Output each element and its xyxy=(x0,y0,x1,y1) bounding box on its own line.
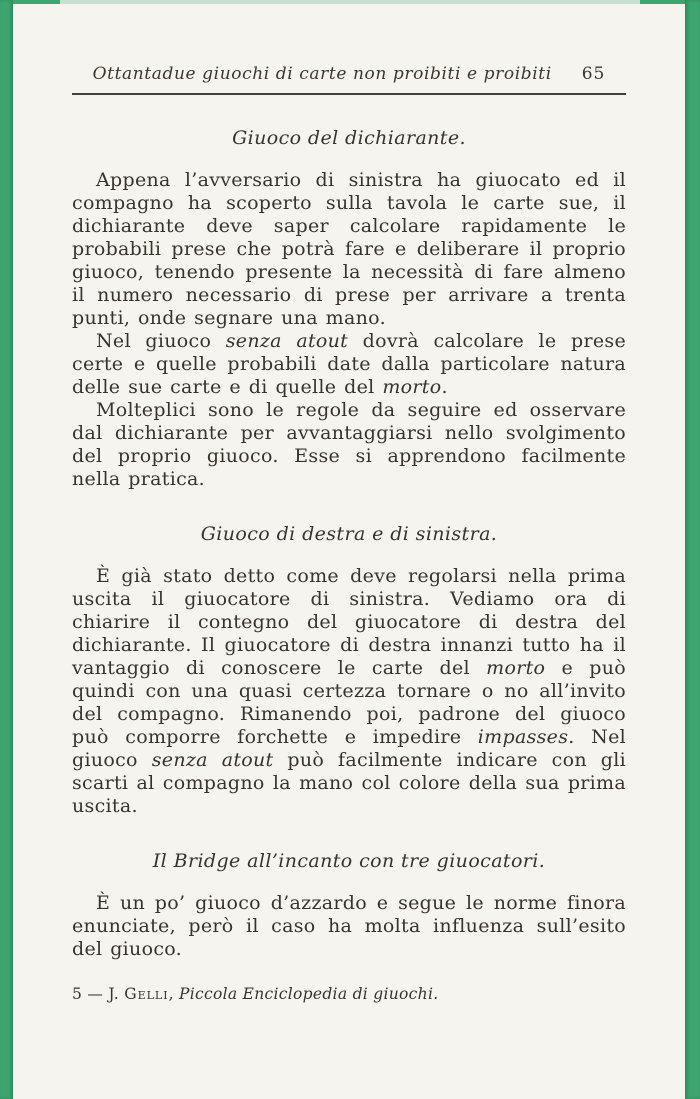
section-heading-bridge-three: Il Bridge all’incanto con tre giuocatori. xyxy=(152,850,546,872)
paragraph: È già stato detto come deve regolarsi nella prima uscita il giuocatore di sinistra. Vediamo ora di chiarire il contegno del giuocatore di destra del dichiarante. Il giuocatore di destra innanzi tutto ha il vantaggio di conoscere le carte del morto e può quindi con una quasi certezza tornare o no all’invito del compagno. Rimanendo poi, padrone del giuoco può comporre forchette e impedire impasses. Nel giuoco senza atout può facilmente indicare con gli scarti al compagno la mano col colore della sua prima uscita. xyxy=(72,565,627,817)
footer-note: 5 — J. Gelli, Piccola Enciclopedia di giuochi. xyxy=(72,985,439,1003)
running-header xyxy=(72,64,626,84)
page-edge-right xyxy=(685,0,700,1099)
page-edge-left xyxy=(0,0,13,1099)
section-heading-declarer: Giuoco del dichiarante. xyxy=(232,127,466,149)
running-header-title: Ottantadue giuochi di carte non proibiti e proibiti xyxy=(92,64,552,84)
header-rule xyxy=(72,93,626,95)
page-edge-top xyxy=(0,0,700,4)
page-content xyxy=(72,64,626,1003)
paragraph: Nel giuoco senza atout dovrà calcolare le prese certe e quelle probabili date dalla particolare natura delle sue carte e di quelle del morto. xyxy=(72,330,626,398)
paragraph: Appena l’avversario di sinistra ha giuocato ed il compagno ha scoperto sulla tavola le carte sue, il dichiarante deve saper calcolare rapidamente le probabili prese che potrà fare e deliberare il proprio giuoco, tenendo presente la necessità di fare almeno il numero necessario di prese per arrivare a trenta punti, onde segnare una mano. xyxy=(72,169,626,329)
paragraph: Molteplici sono le regole da seguire ed osservare dal dichiarante per avvantaggiarsi nello svolgimento del proprio giuoco. Esse si apprendono facilmente nella pratica. xyxy=(72,399,626,490)
paragraph: È un po’ giuoco d’azzardo e segue le norme finora enunciate, però il caso ha molta influenza sull’esito del giuoco. xyxy=(72,892,626,960)
section-heading-right-left: Giuoco di destra e di sinistra. xyxy=(200,523,498,545)
page-number: 65 xyxy=(581,64,606,84)
